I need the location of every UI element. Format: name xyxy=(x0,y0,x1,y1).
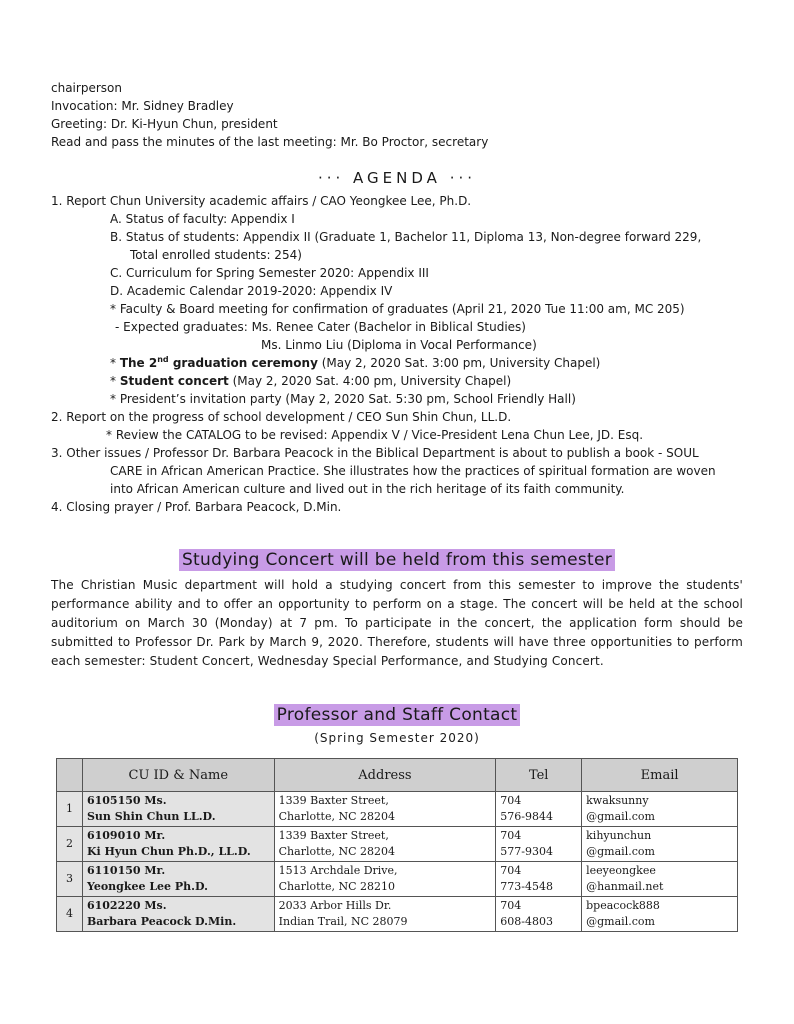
row-number: 2 xyxy=(57,827,83,862)
address-cell xyxy=(274,827,496,862)
agenda-item-1: 1. Report Chun University academic affairs / CAO Yeongkee Lee, Ph.D. xyxy=(51,194,472,208)
address-line-1: 2033 Arbor Hills Dr. xyxy=(278,899,392,912)
address-line-1: 1339 Baxter Street, xyxy=(278,794,389,807)
agenda-title: ··· AGENDA ··· xyxy=(317,169,476,187)
student-concert-line: * Student concert (May 2, 2020 Sat. 4:00 pm, University Chapel) xyxy=(110,374,512,388)
agenda-item-3-cont-2: into African American culture and lived out in the rich heritage of its faith community. xyxy=(110,482,625,496)
person-name: Ki Hyun Chun Ph.D., LL.D. xyxy=(86,845,251,858)
contacts-table xyxy=(56,758,738,932)
person-name: Sun Shin Chun LL.D. xyxy=(86,810,216,823)
email-domain: @hanmail.net xyxy=(586,880,664,893)
minutes-line: Read and pass the minutes of the last meeting: Mr. Bo Proctor, secretary xyxy=(51,135,489,149)
email-cell xyxy=(582,862,738,897)
invocation-line: Invocation: Mr. Sidney Bradley xyxy=(51,99,234,113)
agenda-item-3-cont-1: CARE in African American Practice. She illustrates how the practices of spiritual formation are woven xyxy=(110,464,716,478)
chairperson-line: chairperson xyxy=(51,81,122,95)
tel-cell xyxy=(496,792,582,827)
tel-cell xyxy=(496,827,582,862)
tel-cell xyxy=(496,862,582,897)
column-header xyxy=(57,759,83,792)
row-number: 1 xyxy=(57,792,83,827)
id-name-cell xyxy=(82,897,274,932)
agenda-item-1d: D. Academic Calendar 2019-2020: Appendix IV xyxy=(110,284,393,298)
expected-graduates-line: - Expected graduates: Ms. Renee Cater (Bachelor in Biblical Studies) xyxy=(115,320,526,334)
email-cell xyxy=(582,897,738,932)
person-name: Barbara Peacock D.Min. xyxy=(86,915,237,928)
row-number: 3 xyxy=(57,862,83,897)
tel-area-code: 704 xyxy=(500,794,522,807)
address-line-1: 1339 Baxter Street, xyxy=(278,829,389,842)
email-user: bpeacock888 xyxy=(586,899,660,912)
expected-graduates-line-2: Ms. Linmo Liu (Diploma in Vocal Performance) xyxy=(261,338,537,352)
email-user: kwaksunny xyxy=(586,794,649,807)
cu-id: 6110150 Mr. xyxy=(86,864,166,877)
person-name: Yeongkee Lee Ph.D. xyxy=(86,880,208,893)
concert-body: The Christian Music department will hold a studying concert from this semester to improve the students' performance ability and to offer an opportunity to perform on a stage. The concert will be held at the school auditorium on March 30 (Monday) at 7 pm. To participate in the concert, the application form should be submitted to Professor Dr. Park by March 9, 2020. Therefore, students will have three opportunities to perform each semester: Student Concert, Wednesday Special Performance, and Studying Concert. xyxy=(51,578,743,668)
address-line-2: Charlotte, NC 28204 xyxy=(278,810,395,823)
address-line-2: Charlotte, NC 28204 xyxy=(278,845,395,858)
address-cell xyxy=(274,792,496,827)
student-concert-bold: Student concert xyxy=(119,374,229,388)
tel-area-code: 704 xyxy=(500,899,522,912)
agenda-item-2: 2. Report on the progress of school development / CEO Sun Shin Chun, LL.D. xyxy=(51,410,512,424)
email-cell xyxy=(582,792,738,827)
tel-number: 608-4803 xyxy=(500,915,553,928)
address-line-2: Charlotte, NC 28210 xyxy=(278,880,395,893)
faculty-meeting-line: * Faculty & Board meeting for confirmation of graduates (April 21, 2020 Tue 11:00 am, MC 205) xyxy=(110,302,685,316)
contacts-subtitle: (Spring Semester 2020) xyxy=(314,731,480,745)
email-domain: @gmail.com xyxy=(586,845,655,858)
email-domain: @gmail.com xyxy=(586,915,655,928)
tel-cell xyxy=(496,897,582,932)
agenda-item-1b: B. Status of students: Appendix II (Graduate 1, Bachelor 11, Diploma 13, Non-degree forward 229, xyxy=(110,230,702,244)
table-row xyxy=(57,792,738,827)
id-name-cell xyxy=(82,827,274,862)
invitation-party-line: * President’s invitation party (May 2, 2020 Sat. 5:30 pm, School Friendly Hall) xyxy=(110,392,576,406)
cu-id: 6109010 Mr. xyxy=(86,829,166,842)
table-header-row xyxy=(57,759,738,792)
email-domain: @gmail.com xyxy=(586,810,655,823)
email-user: kihyunchun xyxy=(586,829,652,842)
greeting-line: Greeting: Dr. Ki-Hyun Chun, president xyxy=(51,117,278,131)
agenda-item-4: 4. Closing prayer / Prof. Barbara Peacock, D.Min. xyxy=(51,500,342,514)
address-line-2: Indian Trail, NC 28079 xyxy=(278,915,408,928)
address-cell xyxy=(274,897,496,932)
concert-heading-wrap xyxy=(0,549,794,571)
column-header-email: Email xyxy=(582,759,738,792)
table-row xyxy=(57,862,738,897)
email-cell xyxy=(582,827,738,862)
table-row xyxy=(57,897,738,932)
tel-number: 773-4548 xyxy=(500,880,553,893)
column-header-id-name: CU ID & Name xyxy=(82,759,274,792)
tel-number: 577-9304 xyxy=(500,845,553,858)
contacts-heading: Professor and Staff Contact xyxy=(274,704,521,726)
agenda-item-1b-cont: Total enrolled students: 254) xyxy=(130,248,302,262)
agenda-item-3: 3. Other issues / Professor Dr. Barbara Peacock in the Biblical Department is about to publish a book - SOUL xyxy=(51,446,699,460)
id-name-cell xyxy=(82,792,274,827)
contacts-heading-wrap xyxy=(0,704,794,726)
concert-heading: Studying Concert will be held from this semester xyxy=(179,549,615,571)
cu-id: 6105150 Ms. xyxy=(86,794,167,807)
email-user: leeyeongkee xyxy=(586,864,656,877)
address-line-1: 1513 Archdale Drive, xyxy=(278,864,398,877)
cu-id: 6102220 Ms. xyxy=(86,899,167,912)
agenda-item-1a: A. Status of faculty: Appendix I xyxy=(110,212,295,226)
column-header-address: Address xyxy=(274,759,496,792)
address-cell xyxy=(274,862,496,897)
graduation-ceremony-bold: The 2nd graduation ceremony xyxy=(119,355,318,370)
tel-area-code: 704 xyxy=(500,829,522,842)
tel-number: 576-9844 xyxy=(500,810,553,823)
id-name-cell xyxy=(82,862,274,897)
agenda-item-1c: C. Curriculum for Spring Semester 2020: Appendix III xyxy=(110,266,429,280)
catalog-review-line: * Review the CATALOG to be revised: Appendix V / Vice-President Lena Chun Lee, JD. Esq. xyxy=(106,428,644,442)
table-row xyxy=(57,827,738,862)
graduation-ceremony-line: * The 2nd graduation ceremony (May 2, 2020 Sat. 3:00 pm, University Chapel) xyxy=(110,355,601,370)
tel-area-code: 704 xyxy=(500,864,522,877)
row-number: 4 xyxy=(57,897,83,932)
column-header-tel: Tel xyxy=(496,759,582,792)
